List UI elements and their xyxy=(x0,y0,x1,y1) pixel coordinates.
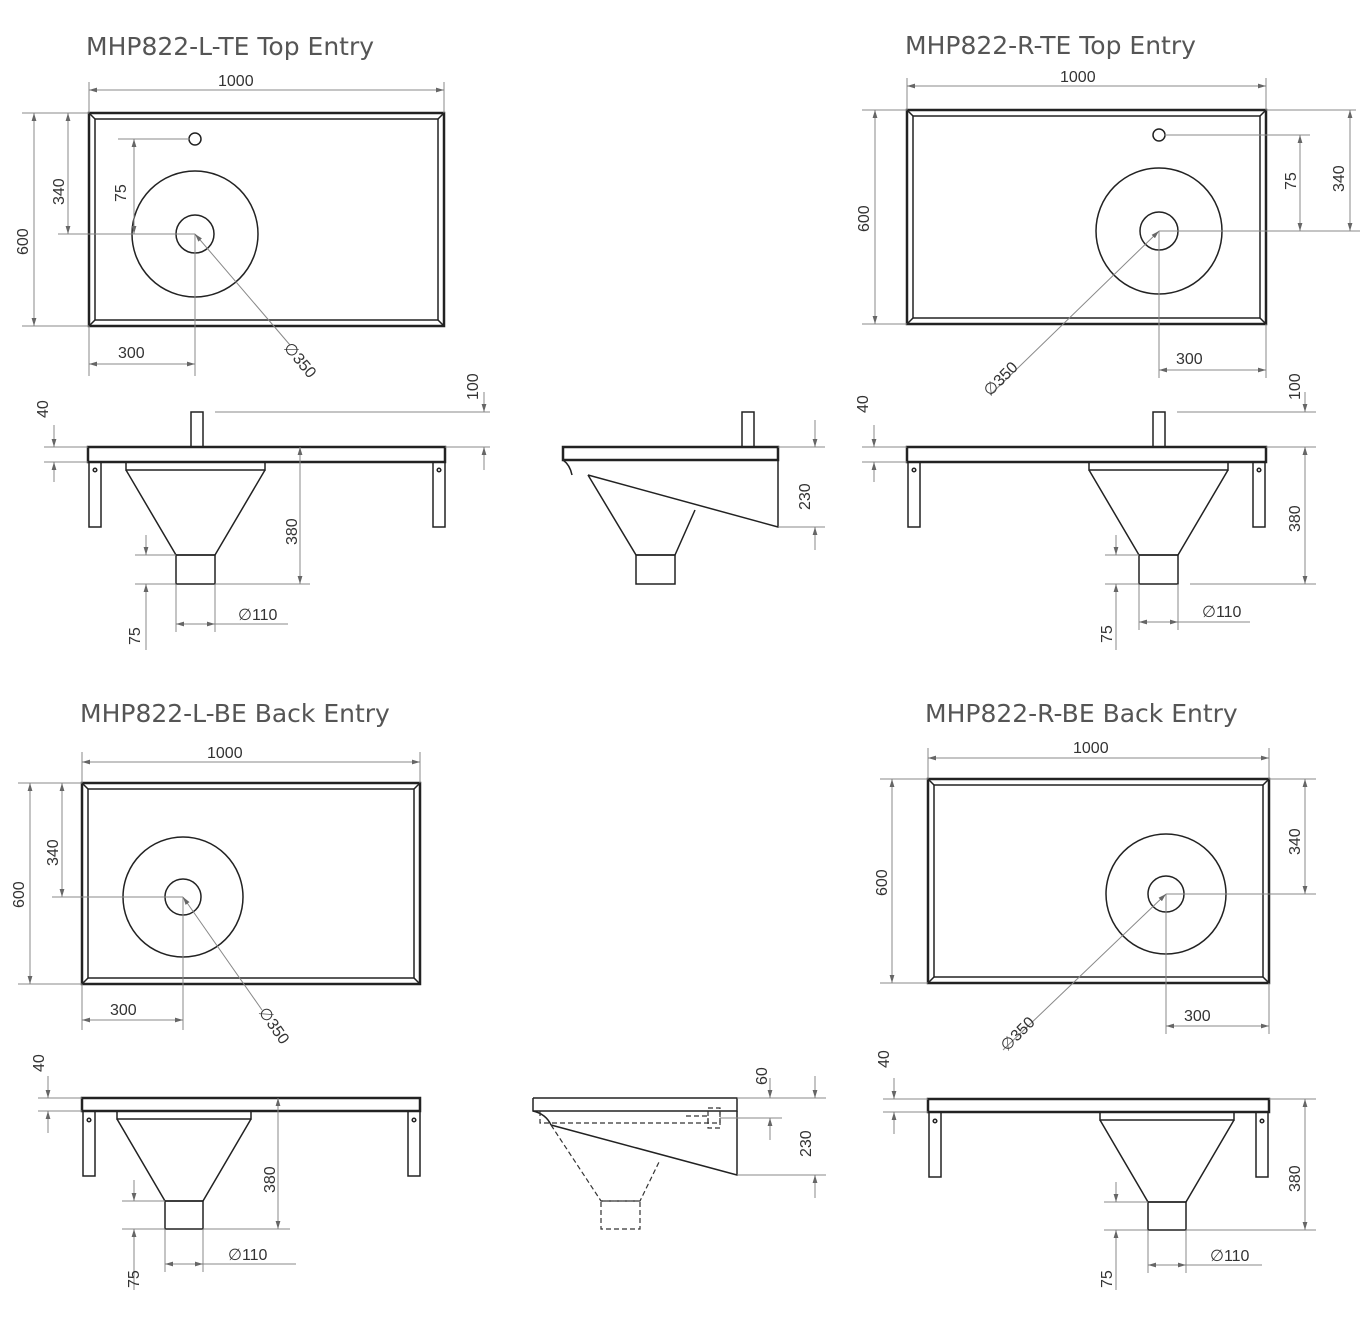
dim-width-l-te: 1000 xyxy=(218,73,254,90)
plan-view-l-te xyxy=(22,82,444,376)
title-l-te: MHP822-L-TE Top Entry xyxy=(86,32,375,61)
dim-230-te: 230 xyxy=(797,483,814,510)
front-view-r-be xyxy=(883,1078,1316,1290)
dim-width-r-be: 1000 xyxy=(1073,740,1109,757)
title-r-te: MHP822-R-TE Top Entry xyxy=(905,31,1196,60)
dim-380-l-te: 380 xyxy=(284,518,301,545)
dim-dia110-r-be: ∅110 xyxy=(1210,1248,1250,1265)
dim-300-l-te: 300 xyxy=(118,345,145,362)
dim-tap-75-r-te: 75 xyxy=(1283,172,1300,190)
dim-75-outlet-l-be: 75 xyxy=(126,1270,143,1288)
dim-340-l-te: 340 xyxy=(51,178,68,205)
dim-300-r-be: 300 xyxy=(1184,1008,1211,1025)
side-view-te xyxy=(563,412,825,584)
dim-380-r-te: 380 xyxy=(1287,505,1304,532)
plan-view-r-be xyxy=(880,748,1316,1050)
front-view-r-te xyxy=(862,392,1316,650)
dim-dia110-l-be: ∅110 xyxy=(228,1247,268,1264)
dim-380-r-be: 380 xyxy=(1287,1165,1304,1192)
dim-75-outlet-l-te: 75 xyxy=(127,627,144,645)
dim-dia350-l-be: ∅350 xyxy=(254,1004,292,1048)
dim-dia110-l-te: ∅110 xyxy=(238,607,278,624)
dim-depth-r-te: 600 xyxy=(856,205,873,232)
plan-view-r-te xyxy=(862,78,1360,395)
dim-depth-l-te: 600 xyxy=(15,228,32,255)
dim-40-r-te: 40 xyxy=(855,395,872,413)
dim-100-r-te: 100 xyxy=(1287,373,1304,400)
dim-dia350-r-be: ∅350 xyxy=(997,1014,1039,1055)
dim-40-l-be: 40 xyxy=(31,1054,48,1072)
dim-tap-75-l-te: 75 xyxy=(113,184,130,202)
title-l-be: MHP822-L-BE Back Entry xyxy=(80,699,390,728)
dim-dia350-l-te: ∅350 xyxy=(279,339,320,382)
dim-340-l-be: 340 xyxy=(45,839,62,866)
dim-40-l-te: 40 xyxy=(35,400,52,418)
dim-75-outlet-r-be: 75 xyxy=(1099,1270,1116,1288)
dim-340-r-be: 340 xyxy=(1287,828,1304,855)
dim-300-r-te: 300 xyxy=(1176,351,1203,368)
dim-380-l-be: 380 xyxy=(262,1166,279,1193)
dim-depth-r-be: 600 xyxy=(874,869,891,896)
dim-width-r-te: 1000 xyxy=(1060,69,1096,86)
dim-75-outlet-r-te: 75 xyxy=(1099,625,1116,643)
dim-dia110-r-te: ∅110 xyxy=(1202,604,1242,621)
plan-view-l-be xyxy=(18,752,420,1030)
dim-depth-l-be: 600 xyxy=(11,881,28,908)
dim-100-l-te: 100 xyxy=(465,373,482,400)
dim-230-be: 230 xyxy=(798,1130,815,1157)
dim-340-r-te: 340 xyxy=(1331,165,1348,192)
title-r-be: MHP822-R-BE Back Entry xyxy=(925,699,1238,728)
dim-60-be: 60 xyxy=(754,1067,771,1085)
dim-300-l-be: 300 xyxy=(110,1002,137,1019)
dim-40-r-be: 40 xyxy=(876,1050,893,1068)
side-view-be xyxy=(533,1076,826,1229)
dim-dia350-r-te: ∅350 xyxy=(980,359,1022,400)
dim-width-l-be: 1000 xyxy=(207,745,243,762)
